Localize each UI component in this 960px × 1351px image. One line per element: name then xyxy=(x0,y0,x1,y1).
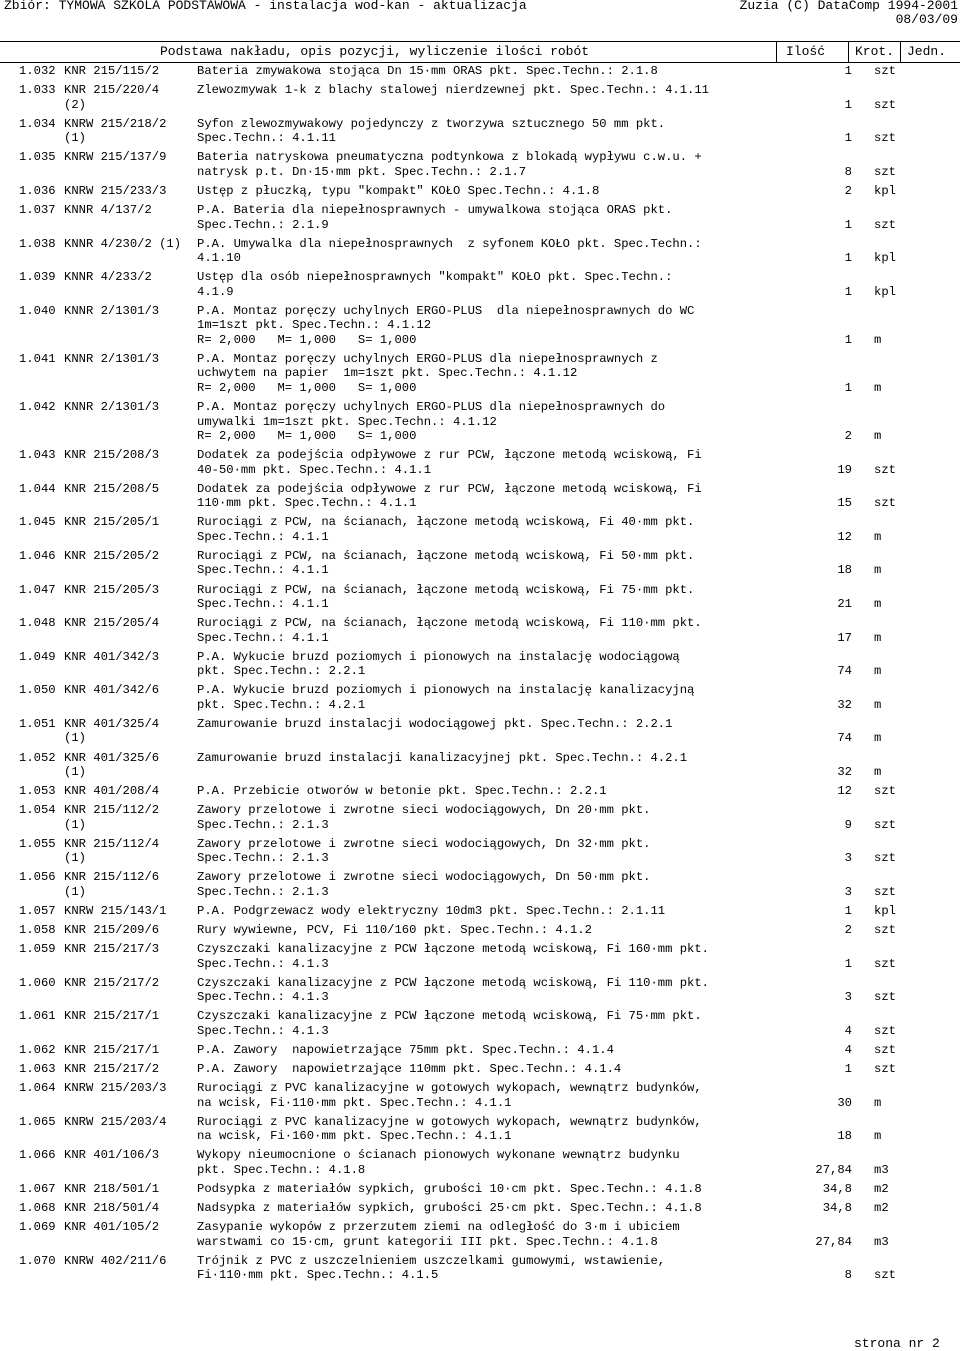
unit-value: m2 xyxy=(874,1182,889,1196)
norm-code: KNR 215/112/4 xyxy=(64,836,160,851)
norm-code: KNRW 215/203/4 xyxy=(64,1114,167,1129)
description-line: 4.1.9 xyxy=(197,284,234,299)
description-line: P.A. Montaz poręczy uchylnych ERGO-PLUS dla niepełnosprawnych z xyxy=(197,351,658,366)
unit-value: szt xyxy=(874,217,896,232)
unit-value: szt xyxy=(874,956,896,971)
unit-value: szt xyxy=(874,1023,896,1038)
position-number: 1.043 xyxy=(19,448,56,463)
description-line: Spec.Techn.: 4.1.1 xyxy=(197,529,329,544)
unit-value: szt xyxy=(874,1043,896,1057)
description-line: P.A. Montaz poręczy uchylnych ERGO-PLUS dla niepełnosprawnych do WC xyxy=(197,303,695,318)
print-date: 08/03/09 xyxy=(895,12,958,27)
norm-code: KNNR 2/1301/3 xyxy=(64,303,160,318)
quantity-value: 1 xyxy=(844,904,852,918)
position-number: 1.061 xyxy=(19,1009,56,1024)
program-credit: Zuzia (C) DataComp 1994-2001 xyxy=(739,0,958,13)
header-unit: Jedn. xyxy=(907,44,947,59)
position-number: 1.055 xyxy=(19,836,56,851)
norm-code: KNR 401/342/3 xyxy=(64,649,160,664)
quantity-value: 34,8 xyxy=(822,1201,852,1216)
norm-code-variant: (1) xyxy=(64,884,86,899)
norm-code-variant: (1) xyxy=(64,765,86,779)
description-line: Zamurowanie bruzd instalacji wodociągowej pkt. Spec.Techn.: 2.2.1 xyxy=(197,716,673,731)
unit-value: m xyxy=(874,1095,882,1110)
description-line: 4.1.10 xyxy=(197,251,241,266)
unit-value: m xyxy=(874,380,882,395)
norm-code-variant: (1) xyxy=(64,851,86,866)
position-number: 1.045 xyxy=(19,515,56,530)
quantity-value: 8 xyxy=(844,164,852,179)
description-line: Zasypanie wykopów z przerzutem ziemi na odległość do 3·m i ubiciem xyxy=(197,1220,680,1235)
position-number: 1.035 xyxy=(19,150,56,165)
quantity-value: 2 xyxy=(844,429,852,443)
norm-code: KNRW 215/233/3 xyxy=(64,183,167,198)
quantity-value: 18 xyxy=(837,563,852,578)
description-line: Zawory przelotowe i zwrotne sieci wodociągowych, Dn 50·mm pkt. xyxy=(197,870,651,885)
description-line: Spec.Techn.: 4.1.1 xyxy=(197,630,329,645)
unit-value: m xyxy=(874,332,882,347)
norm-code: KNRW 215/143/1 xyxy=(64,904,167,918)
quantity-value: 2 xyxy=(844,183,852,198)
description-line: Spec.Techn.: 4.1.11 xyxy=(197,131,336,146)
position-number: 1.070 xyxy=(19,1253,56,1268)
description-line: Rurociągi z PVC kanalizacyjne w gotowych wykopach, wewnątrz budynków, xyxy=(197,1114,702,1129)
norm-code: KNR 215/217/2 xyxy=(64,1062,160,1077)
description-line: warstwami co 15·cm, grunt kategorii III pkt. Spec.Techn.: 4.1.8 xyxy=(197,1234,658,1249)
norm-code: KNR 218/501/4 xyxy=(64,1201,160,1216)
norm-code: KNNR 4/137/2 xyxy=(64,203,152,217)
position-number: 1.052 xyxy=(19,750,56,765)
norm-code: KNR 401/342/6 xyxy=(64,683,160,698)
description-line: Czyszczaki kanalizacyjne z PCW łączone metodą wciskową, Fi 110·mm pkt. xyxy=(197,975,709,990)
description-line: Dodatek za podejścia odpływowe z rur PCW, łączone metodą wciskową, Fi xyxy=(197,448,702,463)
position-number: 1.038 xyxy=(19,236,56,251)
unit-value: kpl xyxy=(874,904,896,918)
unit-value: szt xyxy=(874,851,896,866)
quantity-value: 15 xyxy=(837,496,852,511)
unit-value: kpl xyxy=(874,284,896,299)
norm-code: KNRW 215/137/9 xyxy=(64,150,167,165)
position-number: 1.044 xyxy=(19,481,56,496)
position-number: 1.062 xyxy=(19,1043,56,1057)
description-line: Dodatek za podejścia odpływowe z rur PCW, łączone metodą wciskową, Fi xyxy=(197,481,702,496)
description-line: Bateria natryskowa pneumatyczna podtynkowa z blokadą wypływu c.w.u. + xyxy=(197,150,702,165)
description-line: Spec.Techn.: 4.1.1 xyxy=(197,597,329,611)
quantity-value: 2 xyxy=(844,923,852,938)
position-number: 1.068 xyxy=(19,1201,56,1216)
position-number: 1.057 xyxy=(19,904,56,918)
description-line: P.A. Zawory napowietrzające 75mm pkt. Spec.Techn.: 4.1.4 xyxy=(197,1043,614,1057)
description-line: uchwytem na papier 1m=1szt pkt. Spec.Techn.: 4.1.12 xyxy=(197,366,578,381)
unit-value: m3 xyxy=(874,1162,889,1177)
description-line: P.A. Zawory napowietrzające 110mm pkt. Spec.Techn.: 4.1.4 xyxy=(197,1062,622,1077)
quantity-value: 1 xyxy=(844,217,852,232)
position-number: 1.067 xyxy=(19,1182,56,1196)
quantity-value: 19 xyxy=(837,462,852,477)
unit-value: szt xyxy=(874,784,896,799)
position-number: 1.039 xyxy=(19,270,56,285)
unit-value: m xyxy=(874,664,882,679)
description-line: pkt. Spec.Techn.: 4.2.1 xyxy=(197,697,366,712)
header-divider xyxy=(848,41,849,62)
header-quantity: Ilość xyxy=(786,44,826,59)
quantity-value: 1 xyxy=(844,251,852,266)
quantity-value: 3 xyxy=(844,990,852,1005)
file-title: Zbiór: TYMOWA SZKOLA PODSTAWOWA - instalacja wod-kan - aktualizacja xyxy=(4,0,527,13)
quantity-value: 1 xyxy=(844,332,852,347)
position-number: 1.060 xyxy=(19,975,56,990)
position-number: 1.050 xyxy=(19,683,56,698)
description-line: Spec.Techn.: 2.1.9 xyxy=(197,217,329,232)
position-number: 1.048 xyxy=(19,616,56,631)
quantity-value: 3 xyxy=(844,851,852,866)
norm-code: KNNR 4/230/2 (1) xyxy=(64,236,182,251)
norm-code: KNRW 215/203/3 xyxy=(64,1081,167,1096)
unit-value: m xyxy=(874,731,882,746)
description-line: 110·mm pkt. Spec.Techn.: 4.1.1 xyxy=(197,496,417,511)
position-number: 1.065 xyxy=(19,1114,56,1129)
unit-value: szt xyxy=(874,164,896,179)
unit-value: szt xyxy=(874,131,896,146)
description-line: Rurociągi z PCW, na ścianach, łączone metodą wciskową, Fi 110·mm pkt. xyxy=(197,616,702,631)
position-number: 1.046 xyxy=(19,548,56,563)
norm-code: KNR 401/325/4 xyxy=(64,716,160,731)
norm-code-variant: (1) xyxy=(64,131,86,146)
norm-code: KNNR 2/1301/3 xyxy=(64,351,160,366)
position-number: 1.034 xyxy=(19,116,56,131)
unit-value: szt xyxy=(874,884,896,899)
description-line: Rurociągi z PVC kanalizacyjne w gotowych wykopach, wewnątrz budynków, xyxy=(197,1081,702,1096)
quantity-value: 34,8 xyxy=(822,1182,852,1196)
norm-code: KNR 215/217/3 xyxy=(64,942,160,957)
norm-code: KNR 401/325/6 xyxy=(64,750,160,765)
position-number: 1.051 xyxy=(19,716,56,731)
unit-value: m xyxy=(874,697,882,712)
header-divider xyxy=(900,41,901,62)
description-line: R= 2,000 M= 1,000 S= 1,000 xyxy=(197,380,417,395)
description-line: Fi·110·mm pkt. Spec.Techn.: 4.1.5 xyxy=(197,1268,439,1283)
position-number: 1.032 xyxy=(19,64,56,78)
description-line: Spec.Techn.: 4.1.3 xyxy=(197,956,329,971)
unit-value: szt xyxy=(874,64,896,78)
description-line: Ustęp dla osób niepełnosprawnych "kompakt" KOŁO pkt. Spec.Techn.: xyxy=(197,270,673,285)
description-line: Spec.Techn.: 2.1.3 xyxy=(197,817,329,832)
unit-value: szt xyxy=(874,1268,896,1283)
norm-code: KNRW 402/211/6 xyxy=(64,1253,167,1268)
description-line: pkt. Spec.Techn.: 2.2.1 xyxy=(197,664,366,679)
description-line: Ustęp z płuczką, typu "kompakt" KOŁO Spec.Techn.: 4.1.8 xyxy=(197,183,600,198)
unit-value: szt xyxy=(874,97,896,112)
norm-code: KNR 215/208/5 xyxy=(64,481,160,496)
description-line: Rurociągi z PCW, na ścianach, łączone metodą wciskową, Fi 40·mm pkt. xyxy=(197,515,695,530)
description-line: P.A. Przebicie otworów w betonie pkt. Spec.Techn.: 2.2.1 xyxy=(197,784,607,799)
norm-code: KNR 401/208/4 xyxy=(64,784,160,799)
description-line: Rury wywiewne, PCV, Fi 110/160 pkt. Spec.Techn.: 4.1.2 xyxy=(197,923,592,938)
position-number: 1.063 xyxy=(19,1062,56,1077)
table-header xyxy=(0,41,960,63)
quantity-value: 1 xyxy=(844,97,852,112)
quantity-value: 74 xyxy=(837,664,852,679)
description-line: P.A. Wykucie bruzd poziomych i pionowych na instalację kanalizacyjną xyxy=(197,683,695,698)
description-line: Spec.Techn.: 4.1.3 xyxy=(197,1023,329,1038)
unit-value: szt xyxy=(874,923,896,938)
quantity-value: 17 xyxy=(837,630,852,645)
norm-code: KNR 215/112/6 xyxy=(64,870,160,885)
norm-code: KNR 215/205/1 xyxy=(64,515,160,530)
description-line: Zamurowanie bruzd instalacji kanalizacyjnej pkt. Spec.Techn.: 4.2.1 xyxy=(197,750,688,765)
norm-code: KNR 215/208/3 xyxy=(64,448,160,463)
description-line: P.A. Montaz poręczy uchylnych ERGO-PLUS dla niepełnosprawnych do xyxy=(197,400,666,414)
description-line: Spec.Techn.: 4.1.1 xyxy=(197,563,329,578)
position-number: 1.042 xyxy=(19,400,56,414)
unit-value: szt xyxy=(874,462,896,477)
position-number: 1.064 xyxy=(19,1081,56,1096)
position-number: 1.033 xyxy=(19,83,56,98)
description-line: Podsypka z materiałów sypkich, grubości 10·cm pkt. Spec.Techn.: 4.1.8 xyxy=(197,1182,702,1196)
unit-value: m2 xyxy=(874,1201,889,1216)
quantity-value: 32 xyxy=(837,697,852,712)
norm-code: KNR 401/106/3 xyxy=(64,1148,160,1163)
norm-code: KNR 215/205/3 xyxy=(64,582,160,597)
quantity-value: 1 xyxy=(844,380,852,395)
unit-value: m xyxy=(874,429,882,443)
quantity-value: 74 xyxy=(837,731,852,746)
description-line: Spec.Techn.: 2.1.3 xyxy=(197,851,329,866)
norm-code: KNR 215/115/2 xyxy=(64,64,160,78)
unit-value: szt xyxy=(874,817,896,832)
unit-value: szt xyxy=(874,1062,896,1077)
norm-code: KNR 215/205/2 xyxy=(64,548,160,563)
description-line: R= 2,000 M= 1,000 S= 1,000 xyxy=(197,429,417,443)
norm-code-variant: (1) xyxy=(64,817,86,832)
unit-value: m3 xyxy=(874,1234,889,1249)
quantity-value: 9 xyxy=(844,817,852,832)
description-line: umywalki 1m=1szt pkt. Spec.Techn.: 4.1.12 xyxy=(197,414,497,429)
position-number: 1.056 xyxy=(19,870,56,885)
norm-code: KNR 215/217/2 xyxy=(64,975,160,990)
header-divider xyxy=(776,41,777,62)
position-number: 1.049 xyxy=(19,649,56,664)
description-line: 1m=1szt pkt. Spec.Techn.: 4.1.12 xyxy=(197,318,432,333)
position-number: 1.040 xyxy=(19,303,56,318)
norm-code: KNR 401/105/2 xyxy=(64,1220,160,1235)
quantity-value: 12 xyxy=(837,784,852,799)
norm-code: KNR 215/220/4 xyxy=(64,83,160,98)
norm-code: KNR 215/209/6 xyxy=(64,923,160,938)
description-line: P.A. Umywalka dla niepełnosprawnych z syfonem KOŁO pkt. Spec.Techn.: xyxy=(197,236,702,251)
quantity-value: 1 xyxy=(844,64,852,78)
description-line: na wcisk, Fi·110·mm pkt. Spec.Techn.: 4.1.1 xyxy=(197,1095,512,1110)
position-number: 1.047 xyxy=(19,582,56,597)
norm-code: KNR 215/217/1 xyxy=(64,1009,160,1024)
description-line: P.A. Bateria dla niepełnosprawnych - umywalkowa stojąca ORAS pkt. xyxy=(197,203,673,217)
norm-code: KNNR 2/1301/3 xyxy=(64,400,160,414)
norm-code: KNR 218/501/1 xyxy=(64,1182,160,1196)
unit-value: m xyxy=(874,765,882,779)
quantity-value: 1 xyxy=(844,131,852,146)
unit-value: m xyxy=(874,597,882,611)
norm-code: KNRW 215/218/2 xyxy=(64,116,167,131)
position-number: 1.059 xyxy=(19,942,56,957)
description-line: Czyszczaki kanalizacyjne z PCW łączone metodą wciskową, Fi 160·mm pkt. xyxy=(197,942,709,957)
quantity-value: 30 xyxy=(837,1095,852,1110)
unit-value: m xyxy=(874,1129,882,1144)
unit-value: m xyxy=(874,529,882,544)
norm-code: KNR 215/217/1 xyxy=(64,1043,160,1057)
unit-value: kpl xyxy=(874,251,896,266)
description-line: Zawory przelotowe i zwrotne sieci wodociągowych, Dn 20·mm pkt. xyxy=(197,803,651,818)
description-line: Wykopy nieumocnione o ścianach pionowych wykonane wewnątrz budynku xyxy=(197,1148,680,1163)
norm-code-variant: (1) xyxy=(64,731,86,746)
position-number: 1.058 xyxy=(19,923,56,938)
unit-value: szt xyxy=(874,496,896,511)
quantity-value: 21 xyxy=(837,597,852,611)
quantity-value: 1 xyxy=(844,284,852,299)
description-line: na wcisk, Fi·160·mm pkt. Spec.Techn.: 4.1.1 xyxy=(197,1129,512,1144)
quantity-value: 12 xyxy=(837,529,852,544)
norm-code: KNR 215/205/4 xyxy=(64,616,160,631)
position-number: 1.066 xyxy=(19,1148,56,1163)
quantity-value: 1 xyxy=(844,1062,852,1077)
description-line: Nadsypka z materiałów sypkich, grubości 25·cm pkt. Spec.Techn.: 4.1.8 xyxy=(197,1201,702,1216)
description-line: Spec.Techn.: 4.1.3 xyxy=(197,990,329,1005)
description-line: Syfon zlewozmywakowy pojedynczy z tworzywa sztucznego 50 mm pkt. xyxy=(197,116,666,131)
description-line: Rurociągi z PCW, na ścianach, łączone metodą wciskową, Fi 50·mm pkt. xyxy=(197,548,695,563)
top-bar xyxy=(0,0,960,27)
quantity-value: 8 xyxy=(844,1268,852,1283)
description-line: Zawory przelotowe i zwrotne sieci wodociągowych, Dn 32·mm pkt. xyxy=(197,836,651,851)
norm-code: KNR 215/112/2 xyxy=(64,803,160,818)
description-line: Bateria zmywakowa stojąca Dn 15·mm ORAS pkt. Spec.Techn.: 2.1.8 xyxy=(197,64,658,78)
description-line: Zlewozmywak 1-k z blachy stalowej nierdzewnej pkt. Spec.Techn.: 4.1.11 xyxy=(197,83,709,98)
description-line: pkt. Spec.Techn.: 4.1.8 xyxy=(197,1162,366,1177)
page-number: strona nr 2 xyxy=(854,1336,940,1351)
norm-code: KNNR 4/233/2 xyxy=(64,270,152,285)
quantity-value: 18 xyxy=(837,1129,852,1144)
norm-code-variant: (2) xyxy=(64,97,86,112)
position-number: 1.041 xyxy=(19,351,56,366)
unit-value: m xyxy=(874,630,882,645)
unit-value: m xyxy=(874,563,882,578)
unit-value: kpl xyxy=(874,183,896,198)
position-number: 1.053 xyxy=(19,784,56,799)
description-line: Rurociągi z PCW, na ścianach, łączone metodą wciskową, Fi 75·mm pkt. xyxy=(197,582,695,597)
description-line: P.A. Podgrzewacz wody elektryczny 10dm3 pkt. Spec.Techn.: 2.1.11 xyxy=(197,904,666,918)
description-line: Trójnik z PVC z uszczelnieniem uszczelkami gumowymi, wstawienie, xyxy=(197,1253,666,1268)
quantity-value: 27,84 xyxy=(815,1234,852,1249)
description-line: natrysk p.t. Dn·15·mm pkt. Spec.Techn.: 2.1.7 xyxy=(197,164,527,179)
unit-value: szt xyxy=(874,990,896,1005)
quantity-value: 32 xyxy=(837,765,852,779)
quantity-value: 4 xyxy=(844,1043,852,1057)
position-number: 1.054 xyxy=(19,803,56,818)
header-description: Podstawa nakładu, opis pozycji, wyliczenie ilości robót xyxy=(160,44,590,59)
quantity-value: 27,84 xyxy=(815,1162,852,1177)
quantity-value: 4 xyxy=(844,1023,852,1038)
description-line: Spec.Techn.: 2.1.3 xyxy=(197,884,329,899)
quantity-value: 3 xyxy=(844,884,852,899)
position-number: 1.037 xyxy=(19,203,56,217)
position-number: 1.036 xyxy=(19,183,56,198)
quantity-value: 1 xyxy=(844,956,852,971)
header-multiplier: Krot. xyxy=(855,44,895,59)
description-line: R= 2,000 M= 1,000 S= 1,000 xyxy=(197,332,417,347)
position-number: 1.069 xyxy=(19,1220,56,1235)
description-line: P.A. Wykucie bruzd poziomych i pionowych na instalację wodociągową xyxy=(197,649,680,664)
description-line: Czyszczaki kanalizacyjne z PCW łączone metodą wciskową, Fi 75·mm pkt. xyxy=(197,1009,702,1024)
description-line: 40-50·mm pkt. Spec.Techn.: 4.1.1 xyxy=(197,462,432,477)
